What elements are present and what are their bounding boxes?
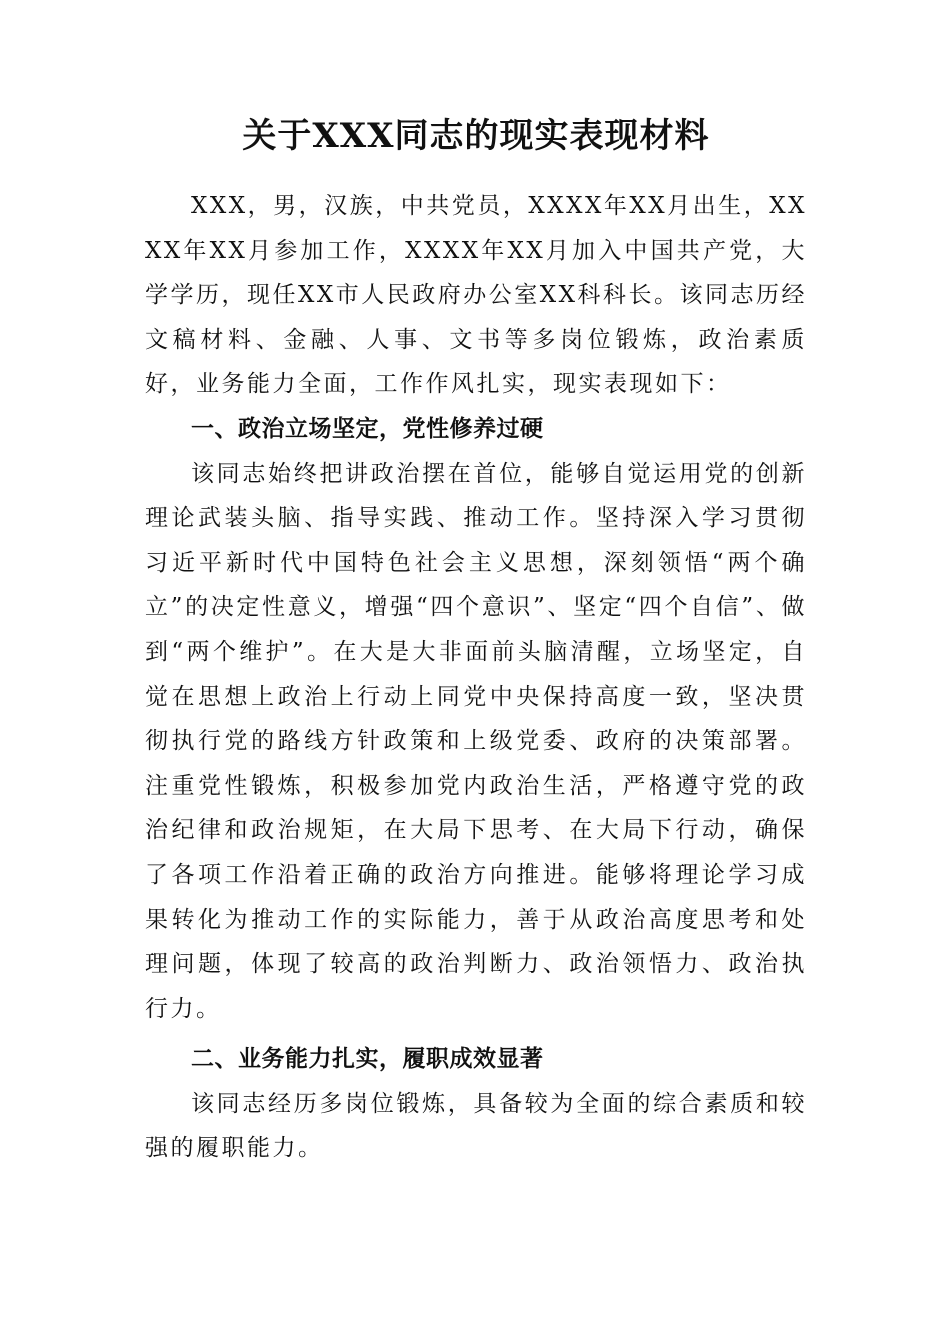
document-title: 关于XXX同志的现实表现材料 xyxy=(242,116,710,156)
intro-paragraph: XXX，男，汉族，中共党员，XXXX年XX月出生，XXXX年XX月参加工作，XXXX年XX月加入中国共产党，大学学历，现任XX市人民政府办公室XX科科长。该同志历经文稿材料、金融、人事、文书等多岗位锻炼，政治素质好，业务能力全面，工作作风扎实，现实表现如下： xyxy=(145,193,807,398)
section-heading-2: 二、业务能力扎实，履职成效显著 xyxy=(191,1046,544,1073)
section-paragraph-2: 该同志经历多岗位锻炼，具备较为全面的综合素质和较强的履职能力。 xyxy=(145,1090,807,1162)
section-heading-1: 一、政治立场坚定，党性修养过硬 xyxy=(191,415,544,442)
section-paragraph-1: 该同志始终把讲政治摆在首位，能够自觉运用党的创新理论武装头脑、指导实践、推动工作。坚持深入学习贯彻习近平新时代中国特色社会主义思想，深刻领悟“两个确立”的决定性意义，增强“四个意识”、坚定“四个自信”、做到“两个维护”。在大是大非面前头脑清醒，立场坚定，自觉在思想上政治上行动上同党中央保持高度一致，坚决贯彻执行党的路线方针政策和上级党委、政府的决策部署。注重党性锻炼，积极参加党内政治生活，严格遵守党的政治纪律和政治规矩，在大局下思考、在大局下行动，确保了各项工作沿着正确的政治方向推进。能够将理论学习成果转化为推动工作的实际能力，善于从政治高度思考和处理问题，体现了较高的政治判断力、政治领悟力、政治执行力。 xyxy=(145,460,807,1022)
document-body xyxy=(145,184,807,1171)
